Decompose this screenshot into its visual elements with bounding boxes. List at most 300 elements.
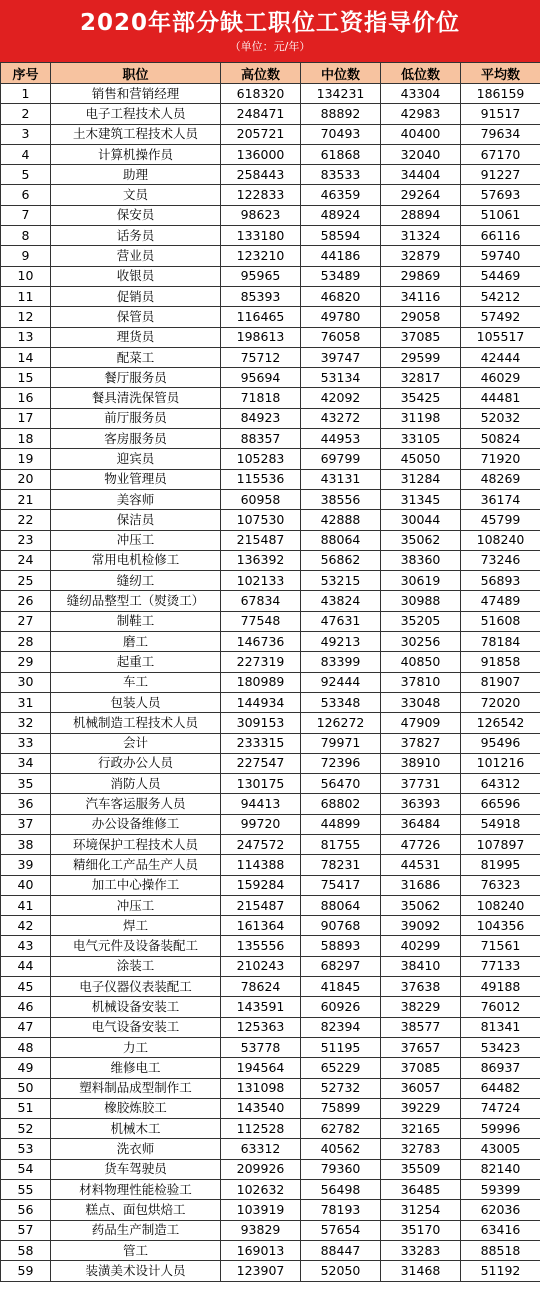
table-row <box>1 1200 540 1220</box>
position-cell: 机械木工 <box>51 1119 221 1139</box>
median-cell: 78231 <box>301 855 381 875</box>
position-cell: 办公设备维修工 <box>51 814 221 834</box>
average-cell: 108240 <box>461 530 540 550</box>
average-cell: 79634 <box>461 124 540 144</box>
table-row <box>1 1240 540 1260</box>
median-cell: 75417 <box>301 875 381 895</box>
low-cell: 43304 <box>381 84 461 104</box>
high-cell: 53778 <box>221 1037 301 1057</box>
index-cell: 31 <box>1 692 51 712</box>
table-row <box>1 226 540 246</box>
position-cell: 电气设备安装工 <box>51 1017 221 1037</box>
table-row <box>1 936 540 956</box>
low-cell: 40850 <box>381 652 461 672</box>
position-cell: 管工 <box>51 1240 221 1260</box>
median-cell: 88064 <box>301 530 381 550</box>
position-cell: 维修电工 <box>51 1058 221 1078</box>
index-cell: 57 <box>1 1220 51 1240</box>
position-cell: 起重工 <box>51 652 221 672</box>
high-cell: 95694 <box>221 368 301 388</box>
position-cell: 缝纫品整型工（熨烫工） <box>51 591 221 611</box>
position-cell: 机械设备安装工 <box>51 997 221 1017</box>
table-row <box>1 997 540 1017</box>
index-cell: 14 <box>1 347 51 367</box>
average-cell: 66116 <box>461 226 540 246</box>
median-cell: 76058 <box>301 327 381 347</box>
index-cell: 37 <box>1 814 51 834</box>
table-row <box>1 1017 540 1037</box>
median-cell: 42092 <box>301 388 381 408</box>
index-cell: 34 <box>1 753 51 773</box>
table-row <box>1 205 540 225</box>
median-cell: 53134 <box>301 368 381 388</box>
median-cell: 88447 <box>301 1240 381 1260</box>
high-cell: 136392 <box>221 550 301 570</box>
position-cell: 会计 <box>51 733 221 753</box>
low-cell: 37731 <box>381 774 461 794</box>
average-cell: 81995 <box>461 855 540 875</box>
average-cell: 56893 <box>461 571 540 591</box>
position-cell: 塑料制品成型制作工 <box>51 1078 221 1098</box>
index-cell: 26 <box>1 591 51 611</box>
column-header-index: 序号 <box>1 63 51 84</box>
median-cell: 46820 <box>301 286 381 306</box>
high-cell: 105283 <box>221 449 301 469</box>
position-cell: 焊工 <box>51 916 221 936</box>
low-cell: 31254 <box>381 1200 461 1220</box>
low-cell: 31468 <box>381 1261 461 1281</box>
median-cell: 75899 <box>301 1098 381 1118</box>
position-cell: 冲压工 <box>51 530 221 550</box>
position-cell: 电子仪器仪表装配工 <box>51 977 221 997</box>
low-cell: 35062 <box>381 530 461 550</box>
low-cell: 30988 <box>381 591 461 611</box>
average-cell: 108240 <box>461 895 540 915</box>
median-cell: 42888 <box>301 510 381 530</box>
average-cell: 62036 <box>461 1200 540 1220</box>
average-cell: 126542 <box>461 713 540 733</box>
table-row <box>1 1220 540 1240</box>
index-cell: 29 <box>1 652 51 672</box>
low-cell: 31324 <box>381 226 461 246</box>
low-cell: 32040 <box>381 144 461 164</box>
index-cell: 16 <box>1 388 51 408</box>
position-cell: 客房服务员 <box>51 429 221 449</box>
position-cell: 车工 <box>51 672 221 692</box>
high-cell: 135556 <box>221 936 301 956</box>
low-cell: 35170 <box>381 1220 461 1240</box>
high-cell: 85393 <box>221 286 301 306</box>
position-cell: 迎宾员 <box>51 449 221 469</box>
high-cell: 63312 <box>221 1139 301 1159</box>
position-cell: 冲压工 <box>51 895 221 915</box>
table-row <box>1 510 540 530</box>
index-cell: 11 <box>1 286 51 306</box>
average-cell: 95496 <box>461 733 540 753</box>
low-cell: 35205 <box>381 611 461 631</box>
table-row <box>1 774 540 794</box>
index-cell: 17 <box>1 408 51 428</box>
average-cell: 82140 <box>461 1159 540 1179</box>
index-cell: 40 <box>1 875 51 895</box>
position-cell: 糕点、面包烘焙工 <box>51 1200 221 1220</box>
position-cell: 收银员 <box>51 266 221 286</box>
position-cell: 环境保护工程技术人员 <box>51 834 221 854</box>
index-cell: 46 <box>1 997 51 1017</box>
average-cell: 43005 <box>461 1139 540 1159</box>
average-cell: 74724 <box>461 1098 540 1118</box>
average-cell: 77133 <box>461 956 540 976</box>
index-cell: 5 <box>1 165 51 185</box>
low-cell: 38410 <box>381 956 461 976</box>
table-row <box>1 185 540 205</box>
average-cell: 101216 <box>461 753 540 773</box>
average-cell: 71920 <box>461 449 540 469</box>
table-row <box>1 1037 540 1057</box>
high-cell: 95965 <box>221 266 301 286</box>
index-cell: 41 <box>1 895 51 915</box>
median-cell: 43131 <box>301 469 381 489</box>
high-cell: 210243 <box>221 956 301 976</box>
table-body <box>1 84 540 1282</box>
table-row <box>1 266 540 286</box>
position-cell: 计算机操作员 <box>51 144 221 164</box>
median-cell: 83533 <box>301 165 381 185</box>
median-cell: 51195 <box>301 1037 381 1057</box>
median-cell: 79360 <box>301 1159 381 1179</box>
average-cell: 49188 <box>461 977 540 997</box>
high-cell: 123907 <box>221 1261 301 1281</box>
high-cell: 198613 <box>221 327 301 347</box>
high-cell: 114388 <box>221 855 301 875</box>
index-cell: 12 <box>1 307 51 327</box>
high-cell: 136000 <box>221 144 301 164</box>
index-cell: 38 <box>1 834 51 854</box>
high-cell: 60958 <box>221 489 301 509</box>
position-cell: 保洁员 <box>51 510 221 530</box>
high-cell: 133180 <box>221 226 301 246</box>
median-cell: 48924 <box>301 205 381 225</box>
median-cell: 88892 <box>301 104 381 124</box>
median-cell: 69799 <box>301 449 381 469</box>
index-cell: 7 <box>1 205 51 225</box>
table-row <box>1 977 540 997</box>
average-cell: 59399 <box>461 1180 540 1200</box>
median-cell: 82394 <box>301 1017 381 1037</box>
average-cell: 107897 <box>461 834 540 854</box>
low-cell: 36393 <box>381 794 461 814</box>
median-cell: 70493 <box>301 124 381 144</box>
position-cell: 精细化工产品生产人员 <box>51 855 221 875</box>
average-cell: 54469 <box>461 266 540 286</box>
low-cell: 37638 <box>381 977 461 997</box>
column-header-median: 中位数 <box>301 63 381 84</box>
position-cell: 餐具清洗保管员 <box>51 388 221 408</box>
table-row <box>1 591 540 611</box>
high-cell: 116465 <box>221 307 301 327</box>
average-cell: 186159 <box>461 84 540 104</box>
position-cell: 行政办公人员 <box>51 753 221 773</box>
high-cell: 169013 <box>221 1240 301 1260</box>
position-cell: 洗衣师 <box>51 1139 221 1159</box>
high-cell: 180989 <box>221 672 301 692</box>
position-cell: 助理 <box>51 165 221 185</box>
median-cell: 38556 <box>301 489 381 509</box>
table-row <box>1 855 540 875</box>
table-row <box>1 834 540 854</box>
table-row <box>1 692 540 712</box>
position-cell: 电气元件及设备装配工 <box>51 936 221 956</box>
average-cell: 64312 <box>461 774 540 794</box>
average-cell: 36174 <box>461 489 540 509</box>
index-cell: 59 <box>1 1261 51 1281</box>
average-cell: 86937 <box>461 1058 540 1078</box>
high-cell: 112528 <box>221 1119 301 1139</box>
position-cell: 保管员 <box>51 307 221 327</box>
average-cell: 78184 <box>461 632 540 652</box>
low-cell: 34404 <box>381 165 461 185</box>
low-cell: 37657 <box>381 1037 461 1057</box>
index-cell: 52 <box>1 1119 51 1139</box>
high-cell: 144934 <box>221 692 301 712</box>
high-cell: 84923 <box>221 408 301 428</box>
table-row <box>1 733 540 753</box>
high-cell: 161364 <box>221 916 301 936</box>
index-cell: 50 <box>1 1078 51 1098</box>
position-cell: 理货员 <box>51 327 221 347</box>
position-cell: 前厅服务员 <box>51 408 221 428</box>
low-cell: 38360 <box>381 550 461 570</box>
index-cell: 55 <box>1 1180 51 1200</box>
high-cell: 618320 <box>221 84 301 104</box>
table-row <box>1 1078 540 1098</box>
median-cell: 46359 <box>301 185 381 205</box>
high-cell: 309153 <box>221 713 301 733</box>
high-cell: 247572 <box>221 834 301 854</box>
median-cell: 58893 <box>301 936 381 956</box>
average-cell: 72020 <box>461 692 540 712</box>
median-cell: 81755 <box>301 834 381 854</box>
table-header-row <box>1 63 540 84</box>
position-cell: 缝纫工 <box>51 571 221 591</box>
high-cell: 205721 <box>221 124 301 144</box>
median-cell: 56470 <box>301 774 381 794</box>
average-cell: 91517 <box>461 104 540 124</box>
high-cell: 131098 <box>221 1078 301 1098</box>
position-cell: 橡胶炼胶工 <box>51 1098 221 1118</box>
table-row <box>1 956 540 976</box>
table-row <box>1 713 540 733</box>
table-row <box>1 652 540 672</box>
low-cell: 32783 <box>381 1139 461 1159</box>
position-cell: 美容师 <box>51 489 221 509</box>
average-cell: 91227 <box>461 165 540 185</box>
position-cell: 装潢美术设计人员 <box>51 1261 221 1281</box>
low-cell: 37085 <box>381 1058 461 1078</box>
low-cell: 40400 <box>381 124 461 144</box>
index-cell: 36 <box>1 794 51 814</box>
wage-table <box>0 62 540 1282</box>
median-cell: 43824 <box>301 591 381 611</box>
index-cell: 44 <box>1 956 51 976</box>
index-cell: 33 <box>1 733 51 753</box>
low-cell: 29869 <box>381 266 461 286</box>
high-cell: 88357 <box>221 429 301 449</box>
index-cell: 15 <box>1 368 51 388</box>
table-row <box>1 388 540 408</box>
low-cell: 32817 <box>381 368 461 388</box>
low-cell: 37085 <box>381 327 461 347</box>
table-row <box>1 1098 540 1118</box>
position-cell: 机械制造工程技术人员 <box>51 713 221 733</box>
high-cell: 143591 <box>221 997 301 1017</box>
average-cell: 53423 <box>461 1037 540 1057</box>
table-row <box>1 1119 540 1139</box>
average-cell: 57693 <box>461 185 540 205</box>
table-row <box>1 429 540 449</box>
table-row <box>1 1139 540 1159</box>
average-cell: 104356 <box>461 916 540 936</box>
header-banner <box>0 0 540 62</box>
low-cell: 30044 <box>381 510 461 530</box>
low-cell: 39229 <box>381 1098 461 1118</box>
low-cell: 29058 <box>381 307 461 327</box>
index-cell: 48 <box>1 1037 51 1057</box>
median-cell: 92444 <box>301 672 381 692</box>
average-cell: 59996 <box>461 1119 540 1139</box>
high-cell: 94413 <box>221 794 301 814</box>
high-cell: 233315 <box>221 733 301 753</box>
index-cell: 24 <box>1 550 51 570</box>
low-cell: 42983 <box>381 104 461 124</box>
high-cell: 227319 <box>221 652 301 672</box>
high-cell: 258443 <box>221 165 301 185</box>
average-cell: 44481 <box>461 388 540 408</box>
index-cell: 13 <box>1 327 51 347</box>
average-cell: 54212 <box>461 286 540 306</box>
index-cell: 3 <box>1 124 51 144</box>
position-cell: 加工中心操作工 <box>51 875 221 895</box>
table-row <box>1 1159 540 1179</box>
low-cell: 37827 <box>381 733 461 753</box>
median-cell: 39747 <box>301 347 381 367</box>
position-cell: 促销员 <box>51 286 221 306</box>
index-cell: 30 <box>1 672 51 692</box>
low-cell: 33283 <box>381 1240 461 1260</box>
table-row <box>1 165 540 185</box>
index-cell: 9 <box>1 246 51 266</box>
average-cell: 73246 <box>461 550 540 570</box>
table-row <box>1 104 540 124</box>
position-cell: 材料物理性能检验工 <box>51 1180 221 1200</box>
average-cell: 57492 <box>461 307 540 327</box>
table-row <box>1 875 540 895</box>
low-cell: 44531 <box>381 855 461 875</box>
index-cell: 20 <box>1 469 51 489</box>
table-row <box>1 469 540 489</box>
table-row <box>1 1058 540 1078</box>
median-cell: 88064 <box>301 895 381 915</box>
high-cell: 215487 <box>221 895 301 915</box>
median-cell: 43272 <box>301 408 381 428</box>
average-cell: 76323 <box>461 875 540 895</box>
high-cell: 67834 <box>221 591 301 611</box>
index-cell: 39 <box>1 855 51 875</box>
table-row <box>1 347 540 367</box>
high-cell: 248471 <box>221 104 301 124</box>
table-row <box>1 794 540 814</box>
table-row <box>1 916 540 936</box>
index-cell: 25 <box>1 571 51 591</box>
table-row <box>1 286 540 306</box>
table-row <box>1 571 540 591</box>
low-cell: 30256 <box>381 632 461 652</box>
average-cell: 76012 <box>461 997 540 1017</box>
median-cell: 49213 <box>301 632 381 652</box>
high-cell: 215487 <box>221 530 301 550</box>
index-cell: 22 <box>1 510 51 530</box>
high-cell: 143540 <box>221 1098 301 1118</box>
low-cell: 33105 <box>381 429 461 449</box>
index-cell: 53 <box>1 1139 51 1159</box>
position-cell: 力工 <box>51 1037 221 1057</box>
index-cell: 8 <box>1 226 51 246</box>
median-cell: 68802 <box>301 794 381 814</box>
index-cell: 21 <box>1 489 51 509</box>
high-cell: 115536 <box>221 469 301 489</box>
table-row <box>1 672 540 692</box>
median-cell: 83399 <box>301 652 381 672</box>
average-cell: 51192 <box>461 1261 540 1281</box>
table-row <box>1 632 540 652</box>
median-cell: 52050 <box>301 1261 381 1281</box>
table-row <box>1 1261 540 1281</box>
low-cell: 29599 <box>381 347 461 367</box>
position-cell: 营业员 <box>51 246 221 266</box>
low-cell: 36057 <box>381 1078 461 1098</box>
position-cell: 消防人员 <box>51 774 221 794</box>
average-cell: 81907 <box>461 672 540 692</box>
median-cell: 53215 <box>301 571 381 591</box>
position-cell: 常用电机检修工 <box>51 550 221 570</box>
low-cell: 47909 <box>381 713 461 733</box>
table-row <box>1 489 540 509</box>
average-cell: 81341 <box>461 1017 540 1037</box>
high-cell: 71818 <box>221 388 301 408</box>
table-row <box>1 895 540 915</box>
low-cell: 39092 <box>381 916 461 936</box>
high-cell: 75712 <box>221 347 301 367</box>
position-cell: 销售和营销经理 <box>51 84 221 104</box>
high-cell: 99720 <box>221 814 301 834</box>
low-cell: 31686 <box>381 875 461 895</box>
median-cell: 44899 <box>301 814 381 834</box>
high-cell: 122833 <box>221 185 301 205</box>
position-cell: 货车驾驶员 <box>51 1159 221 1179</box>
low-cell: 31345 <box>381 489 461 509</box>
index-cell: 2 <box>1 104 51 124</box>
index-cell: 42 <box>1 916 51 936</box>
low-cell: 29264 <box>381 185 461 205</box>
high-cell: 103919 <box>221 1200 301 1220</box>
position-cell: 汽车客运服务人员 <box>51 794 221 814</box>
position-cell: 涂装工 <box>51 956 221 976</box>
median-cell: 58594 <box>301 226 381 246</box>
position-cell: 物业管理员 <box>51 469 221 489</box>
column-header-low: 低位数 <box>381 63 461 84</box>
position-cell: 土木建筑工程技术人员 <box>51 124 221 144</box>
median-cell: 56862 <box>301 550 381 570</box>
